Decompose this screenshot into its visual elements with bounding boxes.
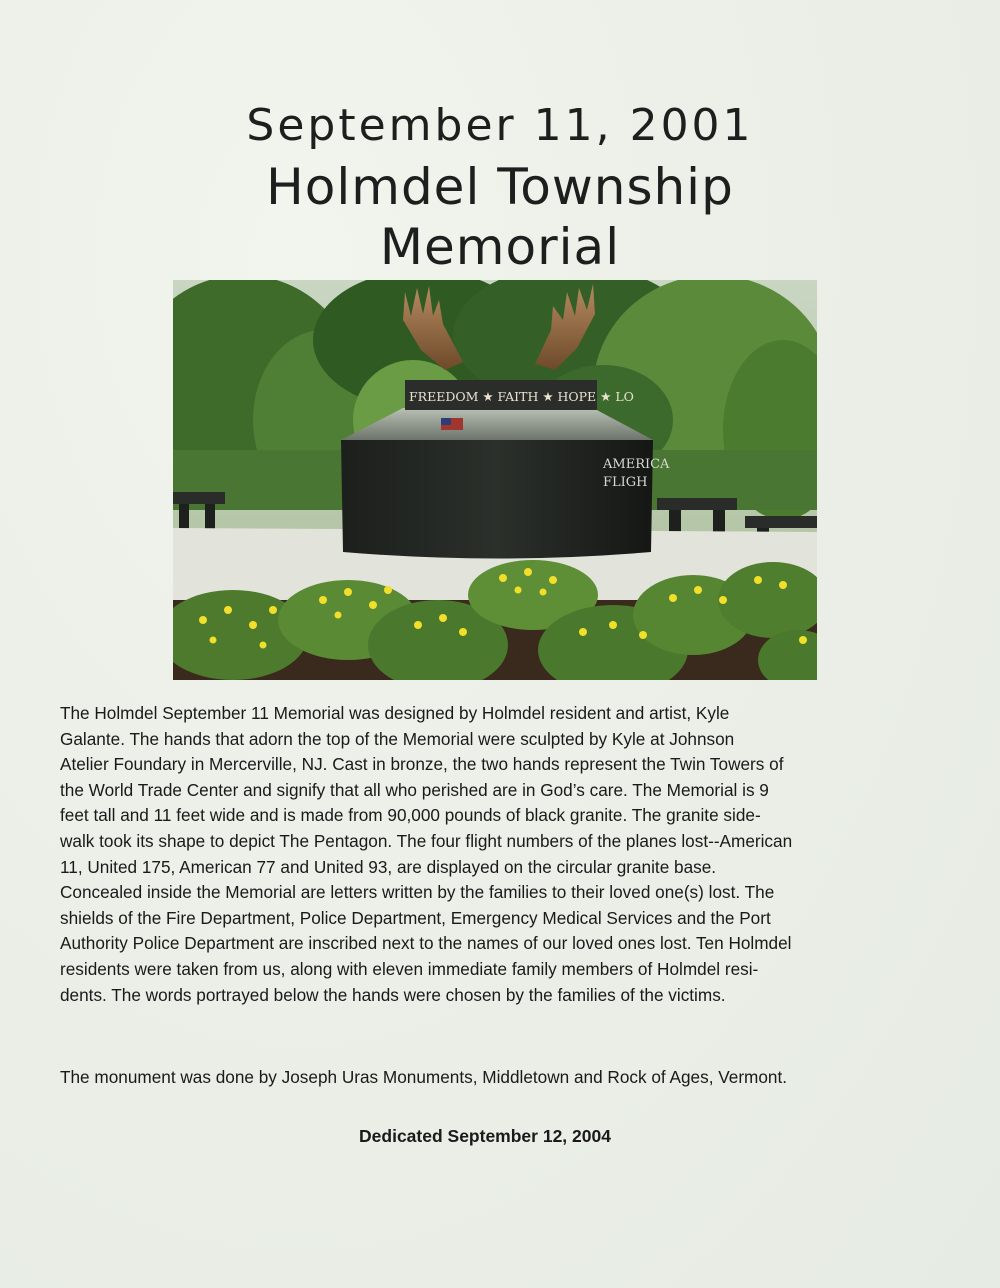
- text-line: dents. The words portrayed below the hands were chosen by the families of the victims.: [60, 984, 726, 1005]
- text-line: Galante. The hands that adorn the top of the Memorial were sculpted by Kyle at Johnson: [60, 728, 735, 749]
- dedication-date: Dedicated September 12, 2004: [359, 1126, 611, 1146]
- title-township: Holmdel Township: [266, 158, 734, 216]
- title-date: September 11, 2001: [246, 100, 754, 151]
- text-line: walk took its shape to depict The Pentagon. The four flight numbers of the planes lost--American: [60, 830, 793, 851]
- text-line: 11, United 175, American 77 and United 93, are displayed on the circular granite base.: [60, 856, 717, 877]
- text-line: shields of the Fire Department, Police Department, Emergency Medical Services and the Port: [60, 907, 771, 928]
- memorial-description: [60, 701, 920, 1008]
- text-line: residents were taken from us, along with eleven immediate family members of Holmdel resi-: [60, 958, 759, 979]
- text-line: The Holmdel September 11 Memorial was designed by Holmdel resident and artist, Kyle: [60, 703, 730, 723]
- memorial-band-text: FREEDOM ★ FAITH ★ HOPE ★ LO: [409, 389, 634, 404]
- memorial-side-text-1: AMERICA: [603, 457, 670, 472]
- text-line: feet tall and 11 feet wide and is made from 90,000 pounds of black granite. The granite side-: [60, 805, 761, 826]
- text-line: Authority Police Department are inscribed next to the names of our loved ones lost. Ten Holmdel: [60, 933, 792, 954]
- text-line: the World Trade Center and signify that all who perished are in God’s care. The Memorial is 9: [60, 779, 769, 800]
- text-line: Atelier Foundary in Mercerville, NJ. Cast in bronze, the two hands represent the Twin Towers of: [60, 754, 784, 775]
- memorial-photo: [173, 280, 817, 680]
- text-line: Concealed inside the Memorial are letters written by the families to their loved one(s) lost. The: [60, 882, 775, 903]
- monument-credit: The monument was done by Joseph Uras Monuments, Middletown and Rock of Ages, Vermont.: [60, 1067, 788, 1087]
- memorial-side-text-2: FLIGH: [603, 475, 648, 490]
- title-memorial: Memorial: [379, 218, 621, 276]
